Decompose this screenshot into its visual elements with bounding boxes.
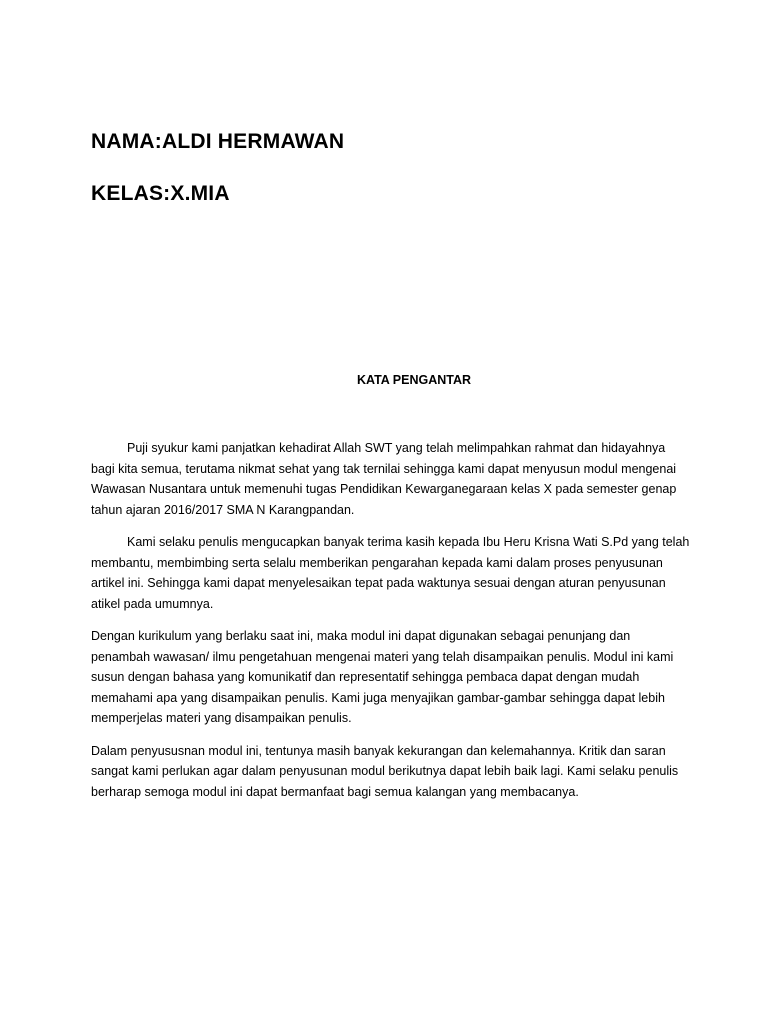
- paragraph: Dengan kurikulum yang berlaku saat ini, maka modul ini dapat digunakan sebagai penunjang dan penambah wawasan/ ilmu pengetahuan mengenai materi yang telah disampaikan penulis. Modul ini kami susun dengan bahasa yang komunikatif dan representatif sehingga pembaca dapat dengan mudah memahami apa yang disampaikan penulis. Kami juga menyajikan gambar-gambar sehingga dapat lebih memperjelas materi yang disampaikan penulis.: [91, 629, 674, 725]
- paragraph: Dalam penyususnan modul ini, tentunya masih banyak kekurangan dan kelemahannya. Kritik dan saran sangat kami perlukan agar dalam penyusunan modul berikutnya dapat lebih baik lagi. Kami selaku penulis berharap semoga modul ini dapat bermanfaat bagi semua kalangan yang membacanya.: [91, 743, 679, 799]
- paragraph: Kami selaku penulis mengucapkan banyak terima kasih kepada Ibu Heru Krisna Wati S.Pd yang telah membantu, membimbing serta selalu memberikan pengarahan kepada kami dalam proses penyusunan artikel ini. Sehingga kami dapat menyelesaikan tepat pada waktunya sesuai dengan aturan penyusunan atikel pada umumnya.: [91, 535, 690, 611]
- student-class-heading: KELAS:X.MIA: [91, 182, 230, 205]
- document-title: KATA PENGANTAR: [356, 373, 472, 387]
- paragraph: Puji syukur kami panjatkan kehadirat Allah SWT yang telah melimpahkan rahmat dan hidayahnya bagi kita semua, terutama nikmat sehat yang tak ternilai sehingga kami dapat menyusun modul mengenai Wawasan Nusantara untuk memenuhi tugas Pendidikan Kewarganegaraan kelas X pada semester genap tahun ajaran 2016/2017 SMA N Karangpandan.: [91, 441, 677, 517]
- document-body: [91, 438, 691, 814]
- student-name-heading: NAMA:ALDI HERMAWAN: [91, 130, 345, 153]
